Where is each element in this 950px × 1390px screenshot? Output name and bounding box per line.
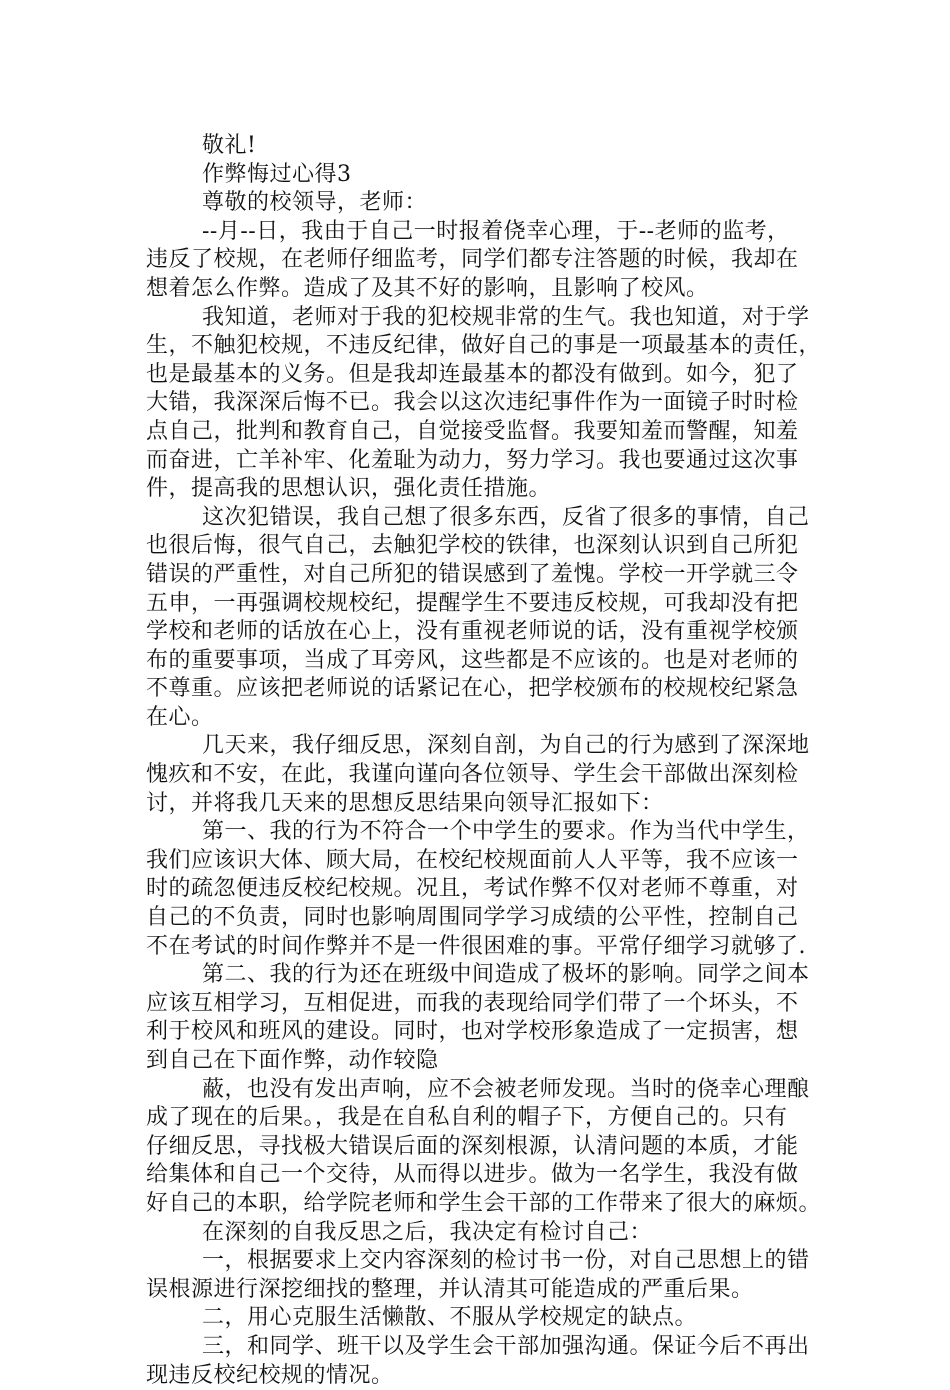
- document-line: 愧疚和不安，在此，我谨向谨向各位领导、学生会干部做出深刻检: [146, 762, 799, 788]
- document-line: 不在考试的时间作弊并不是一件很困难的事。平常仔细学习就够了.: [146, 933, 806, 959]
- document-line: 到自己在下面作弊，动作较隐: [146, 1048, 439, 1073]
- document-line: 在深刻的自我反思之后，我决定有检讨自己：: [202, 1219, 653, 1245]
- document-line: 学校和老师的话放在心上，没有重视老师说的话，没有重视学校颁: [146, 619, 799, 645]
- document-line: 三，和同学、班干以及学生会干部加强沟通。保证今后不再出: [202, 1333, 810, 1359]
- document-line: 几天来，我仔细反思，深刻自剖，为自己的行为感到了深深地: [202, 733, 810, 759]
- document-line: 尊敬的校领导，老师：: [202, 190, 428, 216]
- document-line: 作弊悔过心得3: [202, 161, 352, 187]
- document-line: 好自己的本职，给学院老师和学生会干部的工作带来了很大的麻烦。: [146, 1190, 822, 1216]
- document-line: --月--日，我由于自己一时报着侥幸心理，于--老师的监考，: [202, 218, 790, 244]
- document-line: 违反了校规，在老师仔细监考，同学们都专注答题的时候，我却在: [146, 247, 799, 273]
- document-line: 五申，一再强调校规校纪，提醒学生不要违反校规，可我却没有把: [146, 590, 799, 616]
- document-line: 想着怎么作弊。造成了及其不好的影响，且影响了校风。: [146, 275, 709, 301]
- document-line: 误根源进行深挖细找的整理，并认清其可能造成的严重后果。: [146, 1276, 754, 1302]
- document-line: 一，根据要求上交内容深刻的检讨书一份，对自己思想上的错: [202, 1248, 810, 1274]
- document-line: 点自己，批判和教育自己，自觉接受监督。我要知羞而警醒，知羞: [146, 418, 799, 444]
- document-line: 生，不触犯校规，不违反纪律，做好自己的事是一项最基本的责任，: [146, 333, 822, 359]
- document-line: 也很后悔，很气自己，去触犯学校的铁律，也深刻认识到自己所犯: [146, 533, 799, 559]
- document-line: 件，提高我的思想认识，强化责任措施。: [146, 476, 552, 502]
- document-line: 不尊重。应该把老师说的话紧记在心，把学校颁布的校规校纪紧急: [146, 676, 799, 702]
- document-line: 我们应该识大体、顾大局，在校纪校规面前人人平等，我不应该一: [146, 847, 799, 873]
- document-line: 现违反校纪校规的情况。: [146, 1362, 394, 1388]
- document-line: 也是最基本的义务。但是我却连最基本的都没有做到。如今，犯了: [146, 361, 799, 387]
- document-line: 而奋进，亡羊补牢、化羞耻为动力，努力学习。我也要通过这次事: [146, 447, 799, 473]
- document-line: 蔽，也没有发出声响，应不会被老师发现。当时的侥幸心理酿: [202, 1076, 810, 1102]
- document-line: 错误的严重性，对自己所犯的错误感到了羞愧。学校一开学就三令: [146, 561, 799, 587]
- document-line: 仔细反思，寻找极大错误后面的深刻根源，认清问题的本质，才能: [146, 1133, 799, 1159]
- document-line: 第二、我的行为还在班级中间造成了极坏的影响。同学之间本: [202, 962, 810, 988]
- document-line: 成了现在的后果。，我是在自私自利的帽子下，方便自己的。只有: [146, 1105, 788, 1131]
- document-line: 时的疏忽便违反校纪校规。况且，考试作弊不仅对老师不尊重，对: [146, 876, 799, 902]
- document-line: 给集体和自己一个交待，从而得以进步。做为一名学生，我没有做: [146, 1162, 799, 1188]
- document-line: 利于校风和班风的建设。同时，也对学校形象造成了一定损害，想: [146, 1019, 799, 1045]
- document-body: [146, 132, 822, 1390]
- document-line: 讨，并将我几天来的思想反思结果向领导汇报如下：: [146, 790, 664, 816]
- document-line: 布的重要事项，当成了耳旁风，这些都是不应该的。也是对老师的: [146, 647, 799, 673]
- document-line: 第一、我的行为不符合一个中学生的要求。作为当代中学生，: [202, 819, 810, 845]
- document-line: 我知道，老师对于我的犯校规非常的生气。我也知道，对于学: [202, 304, 810, 330]
- document-line: 大错，我深深后悔不已。我会以这次违纪事件作为一面镜子时时检: [146, 390, 799, 416]
- document-line: 敬礼!: [202, 133, 257, 158]
- document-line: 应该互相学习，互相促进，而我的表现给同学们带了一个坏头，不: [146, 990, 799, 1016]
- document-line: 在心。: [146, 704, 214, 730]
- document-line: 自己的不负责，同时也影响周围同学学习成绩的公平性，控制自己: [146, 905, 799, 931]
- document-line: 这次犯错误，我自己想了很多东西，反省了很多的事情，自己: [202, 504, 810, 530]
- document-line: 二，用心克服生活懒散、不服从学校规定的缺点。: [202, 1305, 698, 1331]
